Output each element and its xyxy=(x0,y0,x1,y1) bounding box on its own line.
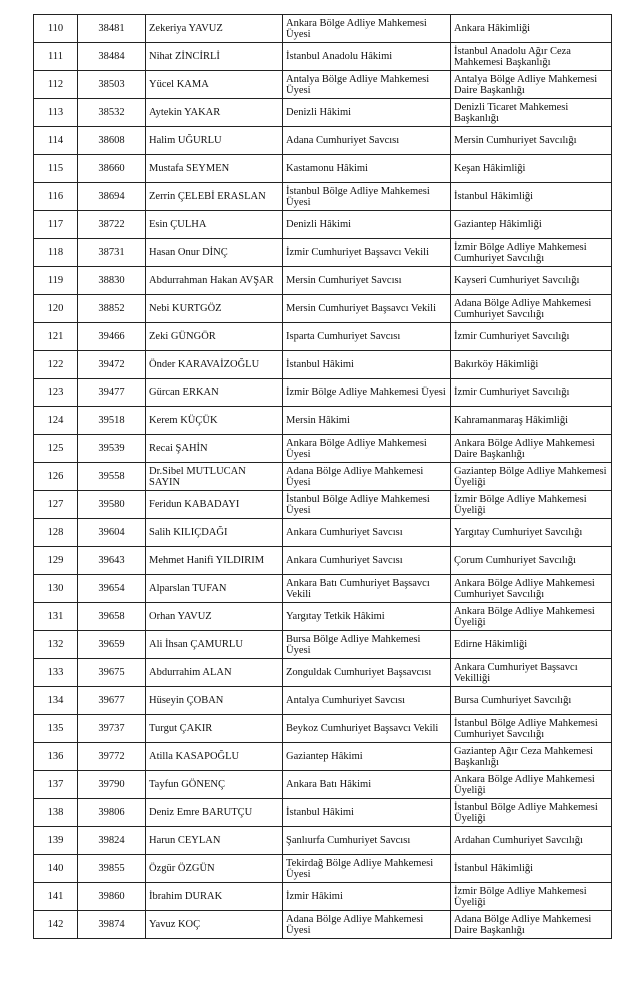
person-name-cell: Nebi KURTGÖZ xyxy=(146,295,283,323)
new-position-cell: Edirne Hâkimliği xyxy=(451,631,612,659)
new-position-cell: Yargıtay Cumhuriyet Savcılığı xyxy=(451,519,612,547)
row-number-cell: 110 xyxy=(34,15,78,43)
row-number-cell: 141 xyxy=(34,883,78,911)
person-name-cell: Orhan YAVUZ xyxy=(146,603,283,631)
new-position-cell: Bakırköy Hâkimliği xyxy=(451,351,612,379)
table-row xyxy=(34,491,612,519)
new-position-cell: Çorum Cumhuriyet Savcılığı xyxy=(451,547,612,575)
registry-number-cell: 38852 xyxy=(78,295,146,323)
new-position-cell: İstanbul Bölge Adliye Mahkemesi Üyeliği xyxy=(451,799,612,827)
current-position-cell: Mersin Cumhuriyet Savcısı xyxy=(283,267,451,295)
row-number-cell: 116 xyxy=(34,183,78,211)
table-row xyxy=(34,351,612,379)
table-row xyxy=(34,659,612,687)
table-row xyxy=(34,99,612,127)
person-name-cell: Abdurrahman Hakan AVŞAR xyxy=(146,267,283,295)
registry-number-cell: 39466 xyxy=(78,323,146,351)
registry-number-cell: 38660 xyxy=(78,155,146,183)
person-name-cell: Yücel KAMA xyxy=(146,71,283,99)
row-number-cell: 119 xyxy=(34,267,78,295)
registry-number-cell: 39477 xyxy=(78,379,146,407)
current-position-cell: Antalya Cumhuriyet Savcısı xyxy=(283,687,451,715)
person-name-cell: Önder KARAVAİZOĞLU xyxy=(146,351,283,379)
table-row xyxy=(34,183,612,211)
current-position-cell: Ankara Batı Cumhuriyet Başsavcı Vekili xyxy=(283,575,451,603)
registry-number-cell: 39539 xyxy=(78,435,146,463)
row-number-cell: 134 xyxy=(34,687,78,715)
table-row xyxy=(34,687,612,715)
row-number-cell: 123 xyxy=(34,379,78,407)
new-position-cell: Ankara Bölge Adliye Mahkemesi Üyeliği xyxy=(451,771,612,799)
row-number-cell: 131 xyxy=(34,603,78,631)
new-position-cell: İstanbul Bölge Adliye Mahkemesi Cumhuriyet Savcılığı xyxy=(451,715,612,743)
person-name-cell: Abdurrahim ALAN xyxy=(146,659,283,687)
current-position-cell: İstanbul Hâkimi xyxy=(283,351,451,379)
person-name-cell: Gürcan ERKAN xyxy=(146,379,283,407)
current-position-cell: İzmir Hâkimi xyxy=(283,883,451,911)
current-position-cell: Ankara Bölge Adliye Mahkemesi Üyesi xyxy=(283,15,451,43)
row-number-cell: 114 xyxy=(34,127,78,155)
person-name-cell: Zeki GÜNGÖR xyxy=(146,323,283,351)
table-row xyxy=(34,883,612,911)
person-name-cell: Salih KILIÇDAĞI xyxy=(146,519,283,547)
appointments-table-body xyxy=(34,15,612,939)
row-number-cell: 111 xyxy=(34,43,78,71)
row-number-cell: 132 xyxy=(34,631,78,659)
person-name-cell: Alparslan TUFAN xyxy=(146,575,283,603)
table-row xyxy=(34,911,612,939)
current-position-cell: Zonguldak Cumhuriyet Başsavcısı xyxy=(283,659,451,687)
table-row xyxy=(34,211,612,239)
registry-number-cell: 38830 xyxy=(78,267,146,295)
person-name-cell: Tayfun GÖNENÇ xyxy=(146,771,283,799)
new-position-cell: İzmir Bölge Adliye Mahkemesi Cumhuriyet Savcılığı xyxy=(451,239,612,267)
new-position-cell: İzmir Cumhuriyet Savcılığı xyxy=(451,323,612,351)
row-number-cell: 140 xyxy=(34,855,78,883)
current-position-cell: Ankara Batı Hâkimi xyxy=(283,771,451,799)
registry-number-cell: 39580 xyxy=(78,491,146,519)
registry-number-cell: 38731 xyxy=(78,239,146,267)
registry-number-cell: 39675 xyxy=(78,659,146,687)
person-name-cell: Mehmet Hanifi YILDIRIM xyxy=(146,547,283,575)
row-number-cell: 129 xyxy=(34,547,78,575)
current-position-cell: İstanbul Hâkimi xyxy=(283,799,451,827)
table-row xyxy=(34,463,612,491)
person-name-cell: Halim UĞURLU xyxy=(146,127,283,155)
person-name-cell: Nihat ZİNCİRLİ xyxy=(146,43,283,71)
current-position-cell: Adana Bölge Adliye Mahkemesi Üyesi xyxy=(283,911,451,939)
table-row xyxy=(34,743,612,771)
table-row xyxy=(34,155,612,183)
table-row xyxy=(34,239,612,267)
person-name-cell: Atilla KASAPOĞLU xyxy=(146,743,283,771)
person-name-cell: Harun CEYLAN xyxy=(146,827,283,855)
current-position-cell: Isparta Cumhuriyet Savcısı xyxy=(283,323,451,351)
current-position-cell: Mersin Hâkimi xyxy=(283,407,451,435)
table-row xyxy=(34,267,612,295)
registry-number-cell: 39860 xyxy=(78,883,146,911)
new-position-cell: Ankara Hâkimliği xyxy=(451,15,612,43)
row-number-cell: 121 xyxy=(34,323,78,351)
registry-number-cell: 39604 xyxy=(78,519,146,547)
new-position-cell: Kayseri Cumhuriyet Savcılığı xyxy=(451,267,612,295)
person-name-cell: Zerrin ÇELEBİ ERASLAN xyxy=(146,183,283,211)
table-row xyxy=(34,547,612,575)
current-position-cell: Kastamonu Hâkimi xyxy=(283,155,451,183)
registry-number-cell: 38484 xyxy=(78,43,146,71)
person-name-cell: İbrahim DURAK xyxy=(146,883,283,911)
new-position-cell: Mersin Cumhuriyet Savcılığı xyxy=(451,127,612,155)
registry-number-cell: 39659 xyxy=(78,631,146,659)
current-position-cell: Antalya Bölge Adliye Mahkemesi Üyesi xyxy=(283,71,451,99)
new-position-cell: İzmir Cumhuriyet Savcılığı xyxy=(451,379,612,407)
new-position-cell: Gaziantep Ağır Ceza Mahkemesi Başkanlığı xyxy=(451,743,612,771)
row-number-cell: 136 xyxy=(34,743,78,771)
new-position-cell: Bursa Cumhuriyet Savcılığı xyxy=(451,687,612,715)
person-name-cell: Ali İhsan ÇAMURLU xyxy=(146,631,283,659)
row-number-cell: 118 xyxy=(34,239,78,267)
registry-number-cell: 39518 xyxy=(78,407,146,435)
row-number-cell: 112 xyxy=(34,71,78,99)
row-number-cell: 115 xyxy=(34,155,78,183)
new-position-cell: Adana Bölge Adliye Mahkemesi Daire Başkanlığı xyxy=(451,911,612,939)
current-position-cell: Ankara Cumhuriyet Savcısı xyxy=(283,519,451,547)
current-position-cell: Bursa Bölge Adliye Mahkemesi Üyesi xyxy=(283,631,451,659)
registry-number-cell: 39855 xyxy=(78,855,146,883)
person-name-cell: Kerem KÜÇÜK xyxy=(146,407,283,435)
row-number-cell: 113 xyxy=(34,99,78,127)
registry-number-cell: 38608 xyxy=(78,127,146,155)
table-row xyxy=(34,127,612,155)
row-number-cell: 122 xyxy=(34,351,78,379)
person-name-cell: Yavuz KOÇ xyxy=(146,911,283,939)
registry-number-cell: 38722 xyxy=(78,211,146,239)
registry-number-cell: 39790 xyxy=(78,771,146,799)
registry-number-cell: 39874 xyxy=(78,911,146,939)
table-row xyxy=(34,435,612,463)
row-number-cell: 120 xyxy=(34,295,78,323)
table-row xyxy=(34,715,612,743)
new-position-cell: Adana Bölge Adliye Mahkemesi Cumhuriyet Savcılığı xyxy=(451,295,612,323)
row-number-cell: 127 xyxy=(34,491,78,519)
new-position-cell: İstanbul Hâkimliği xyxy=(451,183,612,211)
current-position-cell: Denizli Hâkimi xyxy=(283,211,451,239)
person-name-cell: Deniz Emre BARUTÇU xyxy=(146,799,283,827)
new-position-cell: Ankara Bölge Adliye Mahkemesi Daire Başkanlığı xyxy=(451,435,612,463)
registry-number-cell: 39737 xyxy=(78,715,146,743)
new-position-cell: Gaziantep Hâkimliği xyxy=(451,211,612,239)
table-row xyxy=(34,295,612,323)
table-row xyxy=(34,603,612,631)
table-row xyxy=(34,575,612,603)
current-position-cell: Adana Cumhuriyet Savcısı xyxy=(283,127,451,155)
current-position-cell: İstanbul Anadolu Hâkimi xyxy=(283,43,451,71)
row-number-cell: 124 xyxy=(34,407,78,435)
row-number-cell: 137 xyxy=(34,771,78,799)
registry-number-cell: 39658 xyxy=(78,603,146,631)
new-position-cell: İstanbul Anadolu Ağır Ceza Mahkemesi Başkanlığı xyxy=(451,43,612,71)
person-name-cell: Feridun KABADAYI xyxy=(146,491,283,519)
row-number-cell: 135 xyxy=(34,715,78,743)
new-position-cell: Keşan Hâkimliği xyxy=(451,155,612,183)
person-name-cell: Hasan Onur DİNÇ xyxy=(146,239,283,267)
new-position-cell: İzmir Bölge Adliye Mahkemesi Üyeliği xyxy=(451,491,612,519)
table-row xyxy=(34,407,612,435)
person-name-cell: Turgut ÇAKIR xyxy=(146,715,283,743)
row-number-cell: 139 xyxy=(34,827,78,855)
appointments-table xyxy=(33,14,612,939)
new-position-cell: Ankara Bölge Adliye Mahkemesi Cumhuriyet Savcılığı xyxy=(451,575,612,603)
person-name-cell: Özgür ÖZGÜN xyxy=(146,855,283,883)
table-row xyxy=(34,631,612,659)
new-position-cell: Ankara Cumhuriyet Başsavcı Vekilliği xyxy=(451,659,612,687)
person-name-cell: Dr.Sibel MUTLUCAN SAYIN xyxy=(146,463,283,491)
table-row xyxy=(34,855,612,883)
registry-number-cell: 38694 xyxy=(78,183,146,211)
current-position-cell: Ankara Cumhuriyet Savcısı xyxy=(283,547,451,575)
row-number-cell: 126 xyxy=(34,463,78,491)
registry-number-cell: 39772 xyxy=(78,743,146,771)
person-name-cell: Zekeriya YAVUZ xyxy=(146,15,283,43)
current-position-cell: İzmir Bölge Adliye Mahkemesi Üyesi xyxy=(283,379,451,407)
row-number-cell: 130 xyxy=(34,575,78,603)
new-position-cell: Gaziantep Bölge Adliye Mahkemesi Üyeliği xyxy=(451,463,612,491)
current-position-cell: Adana Bölge Adliye Mahkemesi Üyesi xyxy=(283,463,451,491)
new-position-cell: İzmir Bölge Adliye Mahkemesi Üyeliği xyxy=(451,883,612,911)
registry-number-cell: 38481 xyxy=(78,15,146,43)
registry-number-cell: 39472 xyxy=(78,351,146,379)
current-position-cell: İzmir Cumhuriyet Başsavcı Vekili xyxy=(283,239,451,267)
new-position-cell: Antalya Bölge Adliye Mahkemesi Daire Başkanlığı xyxy=(451,71,612,99)
current-position-cell: Gaziantep Hâkimi xyxy=(283,743,451,771)
current-position-cell: Şanlıurfa Cumhuriyet Savcısı xyxy=(283,827,451,855)
current-position-cell: İstanbul Bölge Adliye Mahkemesi Üyesi xyxy=(283,491,451,519)
current-position-cell: Denizli Hâkimi xyxy=(283,99,451,127)
table-row xyxy=(34,799,612,827)
person-name-cell: Hüseyin ÇOBAN xyxy=(146,687,283,715)
current-position-cell: Yargıtay Tetkik Hâkimi xyxy=(283,603,451,631)
registry-number-cell: 38503 xyxy=(78,71,146,99)
registry-number-cell: 39654 xyxy=(78,575,146,603)
table-row xyxy=(34,71,612,99)
new-position-cell: Kahramanmaraş Hâkimliği xyxy=(451,407,612,435)
current-position-cell: Mersin Cumhuriyet Başsavcı Vekili xyxy=(283,295,451,323)
person-name-cell: Recai ŞAHİN xyxy=(146,435,283,463)
table-row xyxy=(34,15,612,43)
person-name-cell: Esin ÇULHA xyxy=(146,211,283,239)
new-position-cell: İstanbul Hâkimliği xyxy=(451,855,612,883)
current-position-cell: Tekirdağ Bölge Adliye Mahkemesi Üyesi xyxy=(283,855,451,883)
row-number-cell: 138 xyxy=(34,799,78,827)
registry-number-cell: 38532 xyxy=(78,99,146,127)
table-row xyxy=(34,519,612,547)
current-position-cell: Ankara Bölge Adliye Mahkemesi Üyesi xyxy=(283,435,451,463)
table-row xyxy=(34,379,612,407)
registry-number-cell: 39677 xyxy=(78,687,146,715)
new-position-cell: Denizli Ticaret Mahkemesi Başkanlığı xyxy=(451,99,612,127)
row-number-cell: 117 xyxy=(34,211,78,239)
row-number-cell: 128 xyxy=(34,519,78,547)
row-number-cell: 142 xyxy=(34,911,78,939)
row-number-cell: 125 xyxy=(34,435,78,463)
registry-number-cell: 39824 xyxy=(78,827,146,855)
registry-number-cell: 39806 xyxy=(78,799,146,827)
table-row xyxy=(34,43,612,71)
new-position-cell: Ardahan Cumhuriyet Savcılığı xyxy=(451,827,612,855)
table-row xyxy=(34,323,612,351)
table-row xyxy=(34,771,612,799)
current-position-cell: Beykoz Cumhuriyet Başsavcı Vekili xyxy=(283,715,451,743)
table-row xyxy=(34,827,612,855)
registry-number-cell: 39558 xyxy=(78,463,146,491)
person-name-cell: Aytekin YAKAR xyxy=(146,99,283,127)
row-number-cell: 133 xyxy=(34,659,78,687)
new-position-cell: Ankara Bölge Adliye Mahkemesi Üyeliği xyxy=(451,603,612,631)
current-position-cell: İstanbul Bölge Adliye Mahkemesi Üyesi xyxy=(283,183,451,211)
person-name-cell: Mustafa SEYMEN xyxy=(146,155,283,183)
registry-number-cell: 39643 xyxy=(78,547,146,575)
